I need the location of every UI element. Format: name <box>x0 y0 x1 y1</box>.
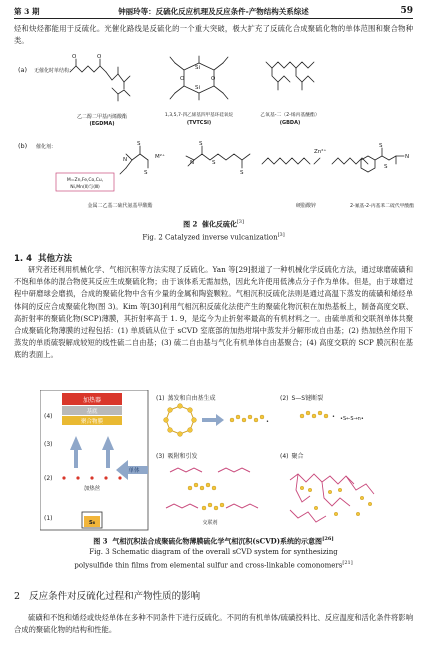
sulfur-chain <box>202 503 224 510</box>
metal-box-line: Ni,Mn(Ⅱ)与(Ⅲ) <box>70 185 100 190</box>
atom-o: O <box>211 76 216 82</box>
atom-o: O <box>180 76 185 82</box>
metal-box-line: M=Zn,Fe,Co,Cu, <box>66 178 104 183</box>
panel-a-desc: 无催化时单结构： <box>34 68 75 74</box>
chamber-step: (4) <box>44 413 53 420</box>
radical-dot: • <box>332 414 335 420</box>
atom-s: S <box>240 170 244 176</box>
substrate-label: 基底 <box>86 409 98 415</box>
cpdb-structure <box>361 148 404 172</box>
running-header <box>14 6 413 19</box>
chamber-step: (1) <box>44 515 53 522</box>
catalyst-name: 2-氰基-2-丙基苯二硫代甲酸酯 <box>349 204 414 209</box>
atom-n: N <box>405 154 410 160</box>
atom-n: N <box>123 157 128 163</box>
atom-s: S <box>144 170 148 176</box>
atom-o: O <box>97 54 102 60</box>
polymer-film-label: 聚合物膜 <box>80 419 104 425</box>
atom-si: Si <box>195 65 201 71</box>
atom-s: S <box>379 143 383 149</box>
figure-2-caption-cn: 图 2 催化反硫化[3] <box>183 219 244 229</box>
figure-3 <box>40 390 390 532</box>
section-heading: 2 反应条件对反硫化过程和产物性质的影响 <box>14 591 201 602</box>
zinc-stearate-structure <box>262 158 368 164</box>
catalyst-name: 金属二乙基二硫代氨基甲酸酯 <box>87 203 153 209</box>
page-number: 59 <box>400 6 413 16</box>
section-2-paragraph: 硫磺和不饱和烯烃或炔烃单体在多种不同条件下进行反硫化。不同的有机单体/硫磺投料比、反应温度和活化条件将影响合成的聚硫化物的结构和性能。 <box>14 613 413 635</box>
monomer-inlet-label: 单体 <box>128 468 140 474</box>
panel-title: (4) 聚合 <box>280 453 304 460</box>
panel-b-desc: 催化剂： <box>36 144 57 150</box>
filament-label: 加热丝 <box>83 486 101 492</box>
sulfur-radical-label: •S←S→n• <box>340 416 364 422</box>
crosslinker-label: 交联剂 <box>202 520 218 526</box>
panel-title: (1) 蒸发和自由基生成 <box>156 395 216 402</box>
egdma-structure <box>70 59 130 101</box>
panel-a-label: (a) <box>18 66 28 74</box>
sulfur-chain <box>300 486 372 516</box>
monomer-name: 1,3,5,7-四乙烯基四甲基环硅氧烷 <box>164 113 234 118</box>
chamber-step: (3) <box>44 441 53 448</box>
section-heading: 1. 4 其他方法 <box>14 254 72 264</box>
reaction-arrow <box>202 414 224 426</box>
figure-3-caption-en-2: polysulfide thin films from elemental sulfur and cross-linkable comonomers[21] <box>74 560 353 570</box>
heater-label: 加热器 <box>82 397 102 404</box>
monomer-abbr: (GBDA) <box>279 120 301 126</box>
zinc-ion-label: Zn²⁺ <box>314 149 327 155</box>
panel-title: (2) S—S键断裂 <box>280 395 324 402</box>
figure-3-caption-en-1: Fig. 3 Schematic diagram of the overall sCVD system for synthesizing <box>89 548 338 556</box>
atom-o: O <box>72 54 77 60</box>
figure-3-caption-cn: 图 3 气相沉积法合成聚硫化物薄膜硫化学气相沉积(sCVD)系统的示意图[26] <box>93 536 334 546</box>
s8-ring <box>164 404 197 437</box>
panel-b-label: (b) <box>18 142 28 150</box>
monomer-name: 乙二醇二甲基丙烯酸酯 <box>76 114 128 120</box>
atom-s: S <box>199 141 203 147</box>
atom-s: S <box>137 141 141 147</box>
figure-2 <box>14 52 414 220</box>
catalyst-name: 硬脂酸锌 <box>295 203 317 209</box>
atom-s: S <box>384 164 388 170</box>
tvtcsi-structure <box>170 56 228 100</box>
figure-2-caption-en: Fig. 2 Catalyzed inverse vulcanization[3] <box>142 232 285 242</box>
running-title: 钟丽玲等：反硫化反应机理及反应条件-产物结构关系综述 <box>118 7 309 16</box>
atom-si: Si <box>195 85 201 91</box>
atom-s: S <box>212 160 216 166</box>
intro-paragraph: 烃和炔烃都能用于反硫化。光催化路线是反硫化的一个重大突破，极大扩充了反硫化合成聚硫化物的单体范围和聚合物种类。 <box>14 24 413 46</box>
monomer-chain <box>170 468 250 472</box>
panel-title: (3) 吸附和引发 <box>156 453 198 460</box>
monomer-abbr: (TVTCSi) <box>186 120 212 126</box>
sulfur-chain <box>188 483 216 490</box>
atom-n: N <box>190 160 195 166</box>
thiuram-structure <box>186 146 250 168</box>
gbda-structure <box>266 62 314 90</box>
issue-number: 第 3 期 <box>14 7 40 16</box>
chamber-step: (2) <box>44 475 53 482</box>
s8-label: S₈ <box>88 520 96 526</box>
metal-ion-label: M²⁺ <box>155 154 165 160</box>
sulfur-chain <box>300 411 328 418</box>
sulfur-chain <box>230 415 264 422</box>
section-1-4-paragraph: 研究者还利用机械化学、气相沉积等方法实现了反硫化。Yan 等[29]报道了一种机械化学反硫化方法，通过球磨硫磺和不饱和单体的混合物使其反应生成聚硫化物；由于该体系无需加热，因此允许使用低沸点分子作为单体。但是，由于球磨过程中研磨球会磨损，合成的聚硫化物中含有少量的金属和陶瓷颗粒。气相沉积反硫化法则是通过高温下蒸发的硫磺和烯烃单体间的反应合成聚硫化物(图 3)。Kim 等[30]利用气相沉积反硫化法使产生的聚硫化物沉积在加热基板上，制备高度交联、高折射率的聚硫化物(SCP)薄膜，其折射率高于 1. 9，是迄今为止折射率最高的有机材料之一。由硫单质和交联剂单体共聚合成聚硫化物薄膜的过程包括：(1) 单质硫从位于 sCVD 室底部的加热坩埚中蒸发并分解形成自由基；(2) 热加热丝作用下蒸发的单质硫裂解成较短的线性硫二自由基；(3) 硫二自由基与气化有机单体自由基聚合；(4) 高度交联的 SCP 膜沉积在基底的表面上。 <box>14 265 413 360</box>
radical-dot: • <box>266 419 269 425</box>
monomer-name: 乙氧基-二（2-烯丙基醚酯） <box>260 113 320 118</box>
monomer-abbr: (EGDMA) <box>89 121 115 127</box>
